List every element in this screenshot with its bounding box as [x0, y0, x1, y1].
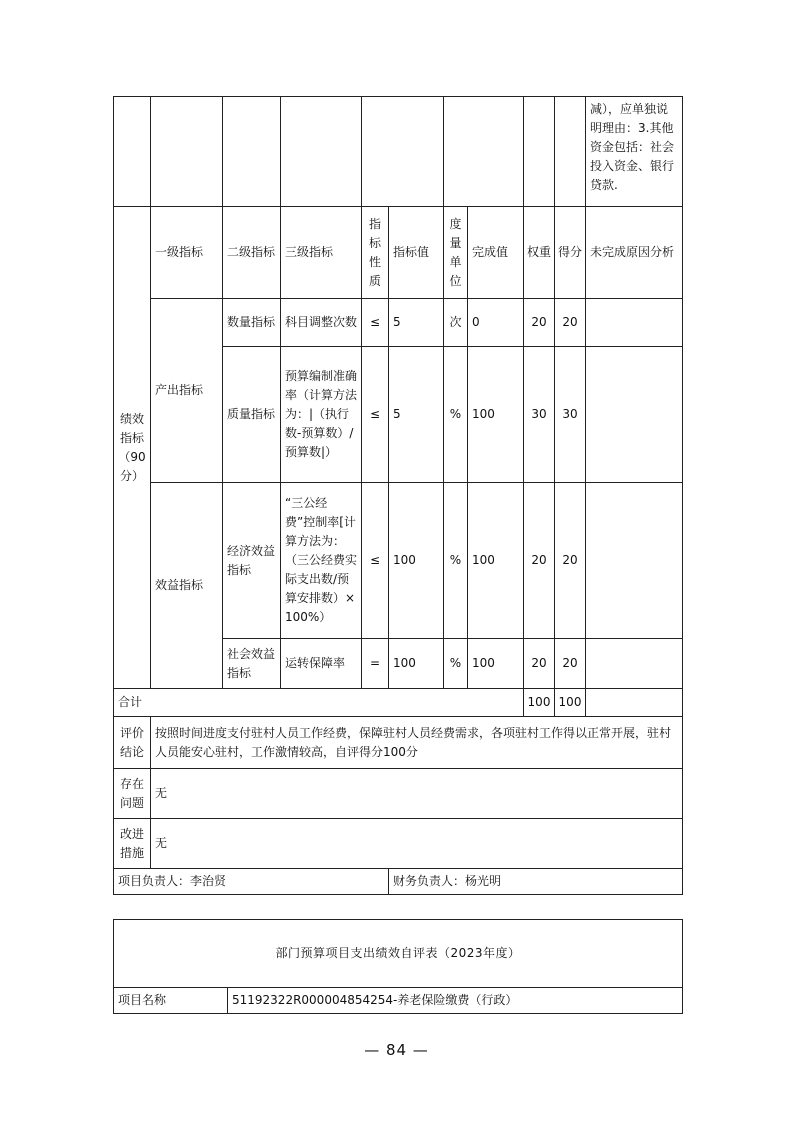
blank-cell — [223, 97, 281, 207]
reason-cell — [586, 299, 683, 347]
completed-cell: 0 — [468, 299, 524, 347]
blank-cell — [444, 97, 524, 207]
blank-cell — [586, 689, 683, 717]
project-name-label: 项目名称 — [114, 988, 228, 1014]
measures-text: 无 — [151, 819, 683, 869]
weight-cell: 20 — [524, 299, 555, 347]
header-weight: 权重 — [524, 207, 555, 299]
perf-indicator-label: 绩效指标（90分） — [114, 207, 151, 689]
blank-cell — [362, 97, 444, 207]
page-number: — 84 — — [364, 1041, 429, 1059]
completed-cell: 100 — [468, 347, 524, 483]
unit-cell: % — [444, 639, 468, 689]
header-nature: 指标性质 — [362, 207, 389, 299]
self-eval-table — [113, 919, 683, 1014]
measures-label: 改进措施 — [114, 819, 151, 869]
level3-cell: 预算编制准确率（计算方法为：|（执行数-预算数）/预算数|） — [281, 347, 362, 483]
nature-cell: = — [362, 639, 389, 689]
completed-cell: 100 — [468, 483, 524, 639]
level1-output: 产出指标 — [151, 299, 223, 483]
reason-cell — [586, 347, 683, 483]
header-level3: 三级指标 — [281, 207, 362, 299]
blank-cell — [524, 97, 555, 207]
total-weight: 100 — [524, 689, 555, 717]
blank-cell — [151, 97, 223, 207]
nature-cell: ≤ — [362, 299, 389, 347]
header-completed: 完成值 — [468, 207, 524, 299]
problems-label: 存在问题 — [114, 769, 151, 819]
blank-cell — [114, 97, 151, 207]
finance-lead: 财务负责人：杨光明 — [389, 869, 683, 895]
reason-cell — [586, 639, 683, 689]
project-name-value: 51192322R000004854254-养老保险缴费（行政） — [228, 988, 683, 1014]
level2-cell: 社会效益指标 — [223, 639, 281, 689]
value-cell: 5 — [389, 347, 444, 483]
conclusion-label: 评价结论 — [114, 717, 151, 769]
level3-cell: 运转保障率 — [281, 639, 362, 689]
table-title: 部门预算项目支出绩效自评表（2023年度） — [114, 920, 683, 988]
nature-cell: ≤ — [362, 347, 389, 483]
value-cell: 100 — [389, 639, 444, 689]
continued-note: 减），应单独说明理由：3.其他资金包括：社会投入资金、银行贷款. — [586, 97, 683, 207]
total-label: 合计 — [114, 689, 524, 717]
unit-cell: % — [444, 347, 468, 483]
problems-text: 无 — [151, 769, 683, 819]
weight-cell: 20 — [524, 639, 555, 689]
weight-cell: 30 — [524, 347, 555, 483]
header-unit: 度量单位 — [444, 207, 468, 299]
level1-benefit: 效益指标 — [151, 483, 223, 689]
weight-cell: 20 — [524, 483, 555, 639]
blank-cell — [555, 97, 586, 207]
level2-cell: 经济效益指标 — [223, 483, 281, 639]
value-cell: 5 — [389, 299, 444, 347]
score-cell: 20 — [555, 299, 586, 347]
score-cell: 20 — [555, 483, 586, 639]
blank-cell — [281, 97, 362, 207]
unit-cell: % — [444, 483, 468, 639]
performance-table — [113, 96, 683, 895]
header-reason: 未完成原因分析 — [586, 207, 683, 299]
unit-cell: 次 — [444, 299, 468, 347]
nature-cell: ≤ — [362, 483, 389, 639]
header-level2: 二级指标 — [223, 207, 281, 299]
project-lead: 项目负责人：李治贤 — [114, 869, 389, 895]
header-score: 得分 — [555, 207, 586, 299]
total-score: 100 — [555, 689, 586, 717]
score-cell: 20 — [555, 639, 586, 689]
conclusion-text: 按照时间进度支付驻村人员工作经费，保障驻村人员经费需求，各项驻村工作得以正常开展，驻村人员能安心驻村，工作激情较高，自评得分100分 — [151, 717, 683, 769]
value-cell: 100 — [389, 483, 444, 639]
header-level1: 一级指标 — [151, 207, 223, 299]
level3-cell: “三公经费”控制率[计算方法为：（三公经费实际支出数/预算安排数）×100%） — [281, 483, 362, 639]
reason-cell — [586, 483, 683, 639]
completed-cell: 100 — [468, 639, 524, 689]
level3-cell: 科目调整次数 — [281, 299, 362, 347]
level2-cell: 数量指标 — [223, 299, 281, 347]
level2-cell: 质量指标 — [223, 347, 281, 483]
header-value: 指标值 — [389, 207, 444, 299]
score-cell: 30 — [555, 347, 586, 483]
